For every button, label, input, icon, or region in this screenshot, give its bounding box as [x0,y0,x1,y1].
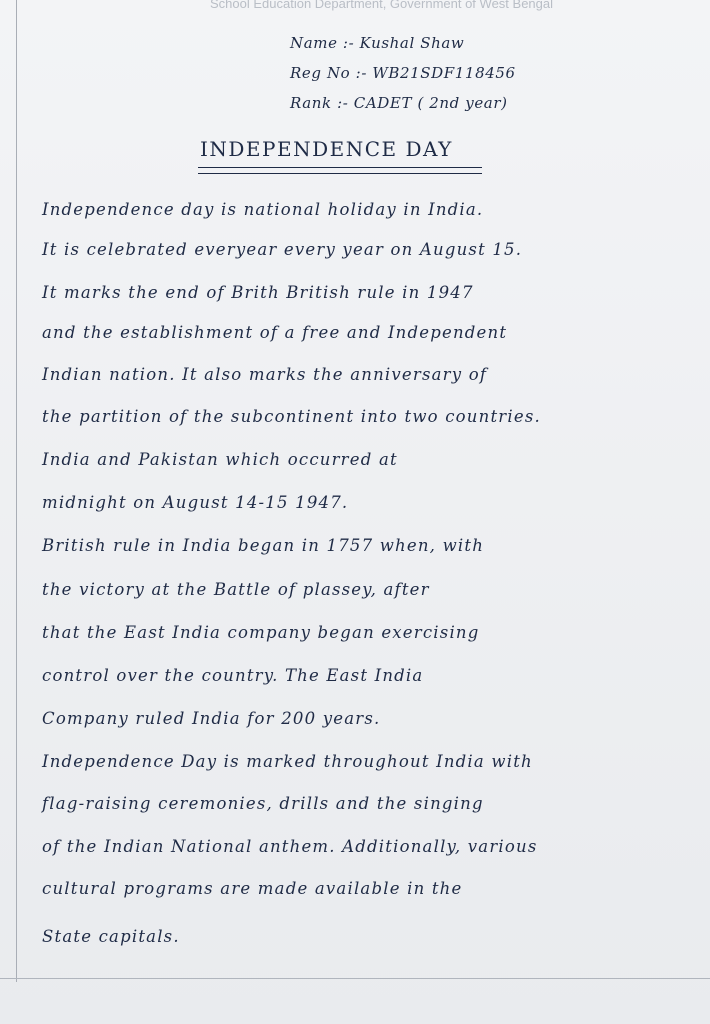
essay-line: Company ruled India for 200 years. [42,709,381,728]
essay-line: State capitals. [42,927,180,946]
essay-line: It marks the end of Brith British rule in 1947 [42,283,474,302]
title-underline-2 [198,173,482,174]
essay-line: India and Pakistan which occurred at [42,450,398,469]
essay-line: flag-raising ceremonies, drills and the singing [42,794,484,813]
bottom-rule [0,978,710,979]
essay-line: the partition of the subcontinent into two countries. [42,407,541,426]
essay-line: and the establishment of a free and Independent [42,323,508,342]
essay-line: midnight on August 14-15 1947. [42,493,349,512]
essay-line: that the East India company began exercising [42,623,480,642]
essay-line: Independence Day is marked throughout India with [42,752,533,771]
essay-line: of the Indian National anthem. Additionally, various [42,837,538,856]
margin-line [16,0,17,982]
essay-line: the victory at the Battle of plassey, after [42,580,430,599]
essay-line: cultural programs are made available in the [42,879,463,898]
title-underline-1 [198,167,482,168]
essay-line: Indian nation. It also marks the anniversary of [42,365,488,384]
name-line: Name :- Kushal Shaw [290,34,465,52]
essay-line: It is celebrated everyear every year on August 15. [42,240,523,259]
reg-no-line: Reg No :- WB21SDF118456 [290,64,516,82]
essay-line: Independence day is national holiday in India. [42,200,484,219]
essay-line: British rule in India began in 1757 when, with [42,536,485,555]
essay-title: INDEPENDENCE DAY [200,137,453,161]
rank-line: Rank :- CADET ( 2nd year) [290,94,508,112]
page-header-print: School Education Department, Government of West Bengal [210,0,554,11]
essay-line: control over the country. The East India [42,666,424,685]
